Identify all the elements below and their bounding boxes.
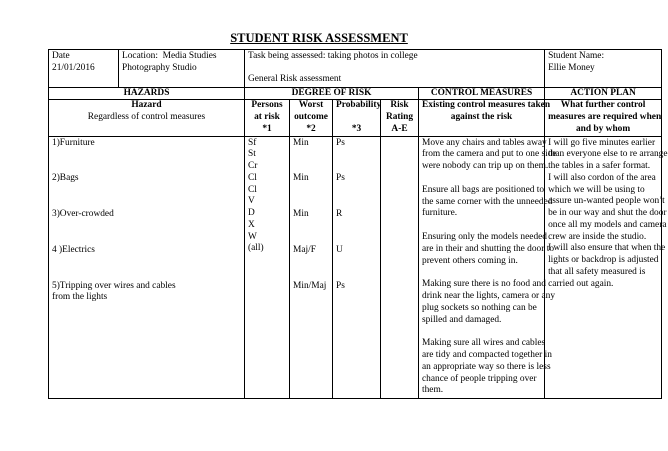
persons-header-line-3: *1 [262,123,272,134]
probability-header-line-3: *3 [351,123,362,134]
control-line: furniture. [422,208,458,219]
action-line: than everyone else to re arrange [548,149,668,160]
control-line: an appropriate way so there is less [422,361,551,372]
control-line: spilled and damaged. [422,314,502,325]
hazard-4: 4 )Electrics [52,244,95,255]
document-title: STUDENT RISK ASSESSMENT [230,31,408,45]
control-line: are in their and shutting the door to [422,243,555,254]
rating-header-line-3: A-E [391,123,408,134]
column-header-row [49,100,662,136]
control-measure-5 [422,338,552,397]
hazard-5-cont: from the lights [52,292,108,303]
worst-5: Min/Maj [293,280,327,291]
person-code: V [248,196,255,207]
student-label: Student Name: [548,51,605,61]
person-code: W [248,231,257,242]
control-line: prevent others coming in. [422,255,518,266]
control-line: plug sockets so nothing can be [422,302,537,313]
person-code: Sf [248,137,257,148]
control-line: Making sure there is no food and [422,279,546,290]
control-line: them. [422,385,444,396]
control-header-line-1: Existing control measures taken [422,100,551,111]
control-measure-2 [422,184,553,220]
person-code: Cl [248,184,257,195]
control-line: are tidy and compacted together in [422,350,552,360]
probability-header-line-1: Probability [336,100,382,111]
worst-3: Min [293,209,309,219]
person-code: D [248,208,255,218]
general-risk-label: General Risk assessment [248,73,342,84]
task-cell [245,50,545,88]
hazards-section-header: HAZARDS [49,87,245,100]
persons-header-line-2: at risk [254,112,280,122]
control-line: the same corner with the unneeded [422,196,553,207]
action-line: once all my models and camera [548,219,667,230]
hazard-1: 1)Furniture [52,137,95,148]
action-header-line-1: What further control [560,100,646,111]
probability-2: Ps [336,173,345,184]
hazard-column-header [49,100,245,136]
worst-column-header [290,100,333,136]
task-label: Task being assessed: taking photos in college [248,51,418,61]
person-code: St [248,149,256,160]
probability-1: Ps [336,137,345,148]
date-cell [49,50,119,88]
action-section-header: ACTION PLAN [545,87,662,100]
action-header-line-2: measures are required when [548,112,662,122]
action-line: lights or backdrop is adjusted [548,255,659,265]
rating-cell [381,136,419,399]
rating-header-line-2: Rating [385,112,414,122]
hazard-2: 2)Bags [52,173,79,184]
action-line: which we will be using to [548,184,645,195]
rating-column-header [381,100,419,136]
persons-header-line-1: Persons [251,100,283,111]
date-value: 21/01/2016 [52,62,95,73]
info-row [49,50,662,88]
persons-column-header [245,100,290,136]
probability-3: R [336,209,343,219]
worst-header-line-3: *2 [306,123,316,134]
person-code: Cr [248,161,258,171]
control-line: Move any chairs and tables away [422,137,547,148]
probability-4: U [336,244,343,255]
worst-4: Maj/F [293,244,316,255]
worst-header-line-2: outcome [294,112,328,122]
control-line: Ensuring only the models needed [422,232,547,242]
person-code: X [248,219,255,230]
section-header-row [49,87,662,100]
control-line: were nobody can trip up on them. [422,161,549,171]
action-line: carried out again. [548,278,614,289]
control-line: from the camera and put to one side [422,149,557,160]
action-plan-cell [545,136,668,399]
action-column-header [545,100,662,136]
location-label: Location: Media Studies [122,51,217,61]
control-line: Making sure all wires and cables [422,338,546,349]
control-line: drink near the lights, camera or any [422,291,556,301]
action-line: I will also cordon of the area [548,172,656,183]
control-measure-4 [422,279,556,326]
action-line: assure un-wanted people won’t [548,196,665,207]
hazards-cell [49,136,245,399]
worst-1: Min [293,137,309,148]
student-cell [545,50,662,88]
action-line: I will also ensure that when the [548,243,666,254]
worst-outcome-cell [290,136,333,399]
control-measure-1 [422,137,557,173]
location-value: Photography Studio [122,62,197,73]
probability-5: Ps [336,280,345,291]
action-header-line-3: and by whom [575,123,631,134]
action-line: I will go five minutes earlier [548,137,656,148]
hazard-title: Hazard [131,100,162,111]
worst-header-line-1: Worst [298,100,324,111]
action-line: that all safety measured is [548,266,646,277]
control-section-header: CONTROL MEASURES [419,87,545,100]
risk-assessment-table [48,49,668,399]
location-cell [119,50,245,88]
control-column-header [419,100,551,136]
probability-cell [333,136,381,399]
hazard-3: 3)Over-crowded [52,209,114,219]
person-code: Cl [248,172,257,183]
student-value: Ellie Money [548,62,595,73]
control-line: Ensure all bags are positioned to [422,184,545,195]
degree-section-header: DEGREE OF RISK [245,87,419,100]
action-line: the tables in a safer format. [548,161,651,171]
risk-body-row [49,136,662,399]
control-line: chance of people tripping over [422,373,537,384]
date-label: Date [52,51,70,61]
hazard-5: 5)Tripping over wires and cables [52,280,176,291]
control-measure-3 [422,232,555,267]
action-line: crew are inside the studio. [548,231,647,242]
probability-header-spacer [336,112,377,124]
persons-cell [245,136,290,399]
control-measures-cell [419,136,557,399]
hazard-subtitle: Regardless of control measures [87,112,206,122]
probability-column-header [333,100,381,136]
worst-2: Min [293,173,309,184]
control-header-line-2: against the risk [450,112,513,122]
person-code: (all) [248,243,264,254]
rating-header-line-1: Risk [390,100,409,111]
action-line: be in our way and shut the door [548,208,667,218]
